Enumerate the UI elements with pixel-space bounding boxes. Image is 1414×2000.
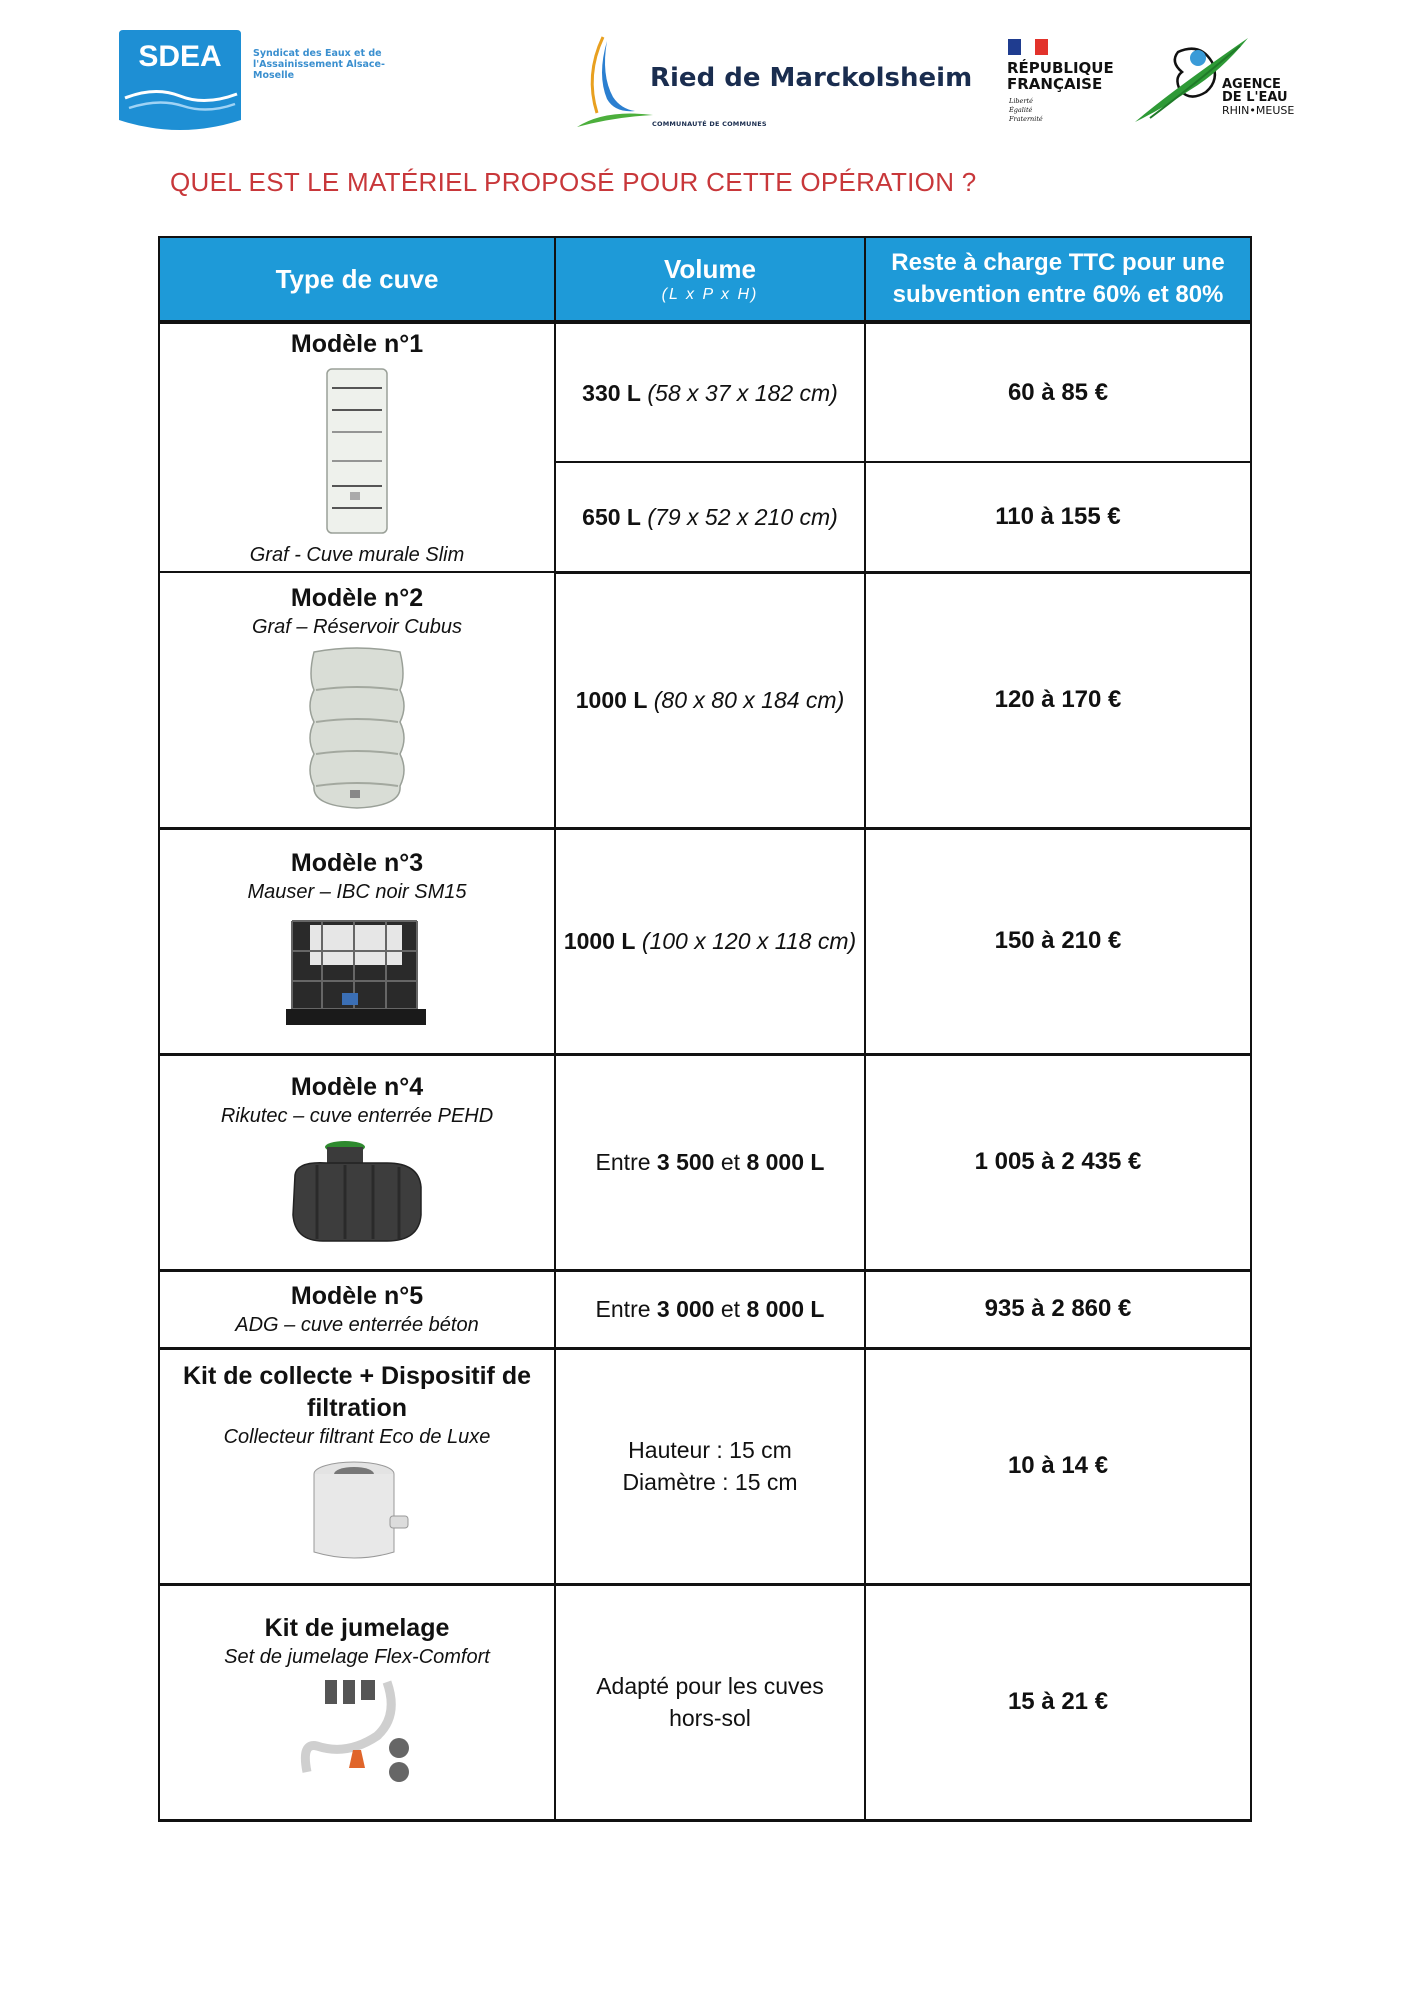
price-cell: 60 à 85 € xyxy=(865,322,1251,462)
price-cell: 10 à 14 € xyxy=(865,1348,1251,1584)
slim-wall-tank-image xyxy=(322,366,392,536)
header-type: Type de cuve xyxy=(159,237,555,322)
ried-subtitle: COMMUNAUTÉ DE COMMUNES xyxy=(652,120,767,128)
price-cell: 935 à 2 860 € xyxy=(865,1270,1251,1348)
price-cell: 120 à 170 € xyxy=(865,572,1251,828)
model-subtitle: Collecteur filtrant Eco de Luxe xyxy=(223,1426,491,1448)
model-subtitle: Graf – Réservoir Cubus xyxy=(251,616,463,639)
page-title: QUEL EST LE MATÉRIEL PROPOSÉ POUR CETTE OPÉRATION ? xyxy=(170,167,977,197)
table-row xyxy=(159,572,1251,828)
price-cell: 1 005 à 2 435 € xyxy=(865,1054,1251,1270)
volume-cell: Entre 3 500 et 8 000 L xyxy=(555,1054,865,1270)
collect-kit-cell xyxy=(159,1348,555,1584)
model-4-cell xyxy=(159,1054,555,1270)
model-title: Modèle n°4 xyxy=(290,1073,424,1101)
price-cell: 110 à 155 € xyxy=(865,462,1251,572)
volume-cell: 1000 L (100 x 120 x 118 cm) xyxy=(555,828,865,1054)
volume-cell: 1000 L (80 x 80 x 184 cm) xyxy=(555,572,865,828)
sdea-logo xyxy=(115,28,245,137)
coupling-kit-image xyxy=(287,1676,427,1786)
price-cell: 15 à 21 € xyxy=(865,1584,1251,1820)
model-5-cell xyxy=(159,1270,555,1348)
header-volume: Volume (L x P x H) xyxy=(555,237,865,322)
ried-logo-icon xyxy=(575,35,655,134)
republique-francaise: RÉPUBLIQUE FRANÇAISE xyxy=(1007,59,1114,93)
table-row xyxy=(159,1270,1251,1348)
materials-table xyxy=(158,236,1252,1822)
agence-eau-wordmark: AGENCE DE L'EAU RHIN•MEUSE xyxy=(1222,77,1295,117)
volume-cell: Entre 3 000 et 8 000 L xyxy=(555,1270,865,1348)
price-cell: 150 à 210 € xyxy=(865,828,1251,1054)
coupling-kit-cell xyxy=(159,1584,555,1820)
sdea-wordmark: SDEA xyxy=(138,40,222,73)
model-title: Modèle n°3 xyxy=(290,849,424,877)
ibc-tank-image xyxy=(282,911,432,1029)
model-3-cell xyxy=(159,828,555,1054)
model-title: Modèle n°1 xyxy=(290,329,424,358)
header-price: Reste à charge TTC pour une subvention entre 60% et 80% xyxy=(865,237,1251,322)
underground-tank-image xyxy=(287,1135,427,1247)
table-row xyxy=(159,1054,1251,1270)
model-subtitle: Mauser – IBC noir SM15 xyxy=(247,881,467,903)
model-subtitle: Rikutec – cuve enterrée PEHD xyxy=(220,1105,494,1127)
page-header xyxy=(0,0,1414,150)
table-row xyxy=(159,1348,1251,1584)
table-row xyxy=(159,1584,1251,1820)
volume-cell: Hauteur : 15 cm Diamètre : 15 cm xyxy=(555,1348,865,1584)
rain-collector-image xyxy=(302,1456,412,1566)
french-flag-icon xyxy=(1008,39,1048,59)
volume-cell: 330 L (58 x 37 x 182 cm) xyxy=(555,322,865,462)
model-2-cell xyxy=(159,572,555,828)
model-subtitle: ADG – cuve enterrée béton xyxy=(235,1314,479,1336)
model-subtitle: Set de jumelage Flex-Comfort xyxy=(224,1646,490,1668)
table-header-row xyxy=(159,237,1251,322)
model-title: Modèle n°5 xyxy=(290,1282,424,1310)
volume-cell: 650 L (79 x 52 x 210 cm) xyxy=(555,462,865,572)
volume-cell: Adapté pour les cuves hors-sol xyxy=(555,1584,865,1820)
ried-name: Ried de Marckolsheim xyxy=(650,63,973,93)
model-title: Modèle n°2 xyxy=(290,584,424,613)
sdea-subtitle: Syndicat des Eaux et de l'Assainissement Alsace-Moselle xyxy=(253,48,385,81)
table-row xyxy=(159,322,1251,462)
model-title: Kit de collecte + Dispositif de filtration xyxy=(183,1362,531,1422)
republique-motto: Liberté Égalité Fraternité xyxy=(1009,97,1043,123)
model-subtitle: Graf - Cuve murale Slim xyxy=(249,543,465,566)
header-volume-sub: (L x P x H) xyxy=(661,286,759,303)
cubus-tank-image xyxy=(302,646,412,811)
model-title: Kit de jumelage xyxy=(264,1614,450,1642)
model-1-cell xyxy=(159,322,555,572)
table-row xyxy=(159,828,1251,1054)
